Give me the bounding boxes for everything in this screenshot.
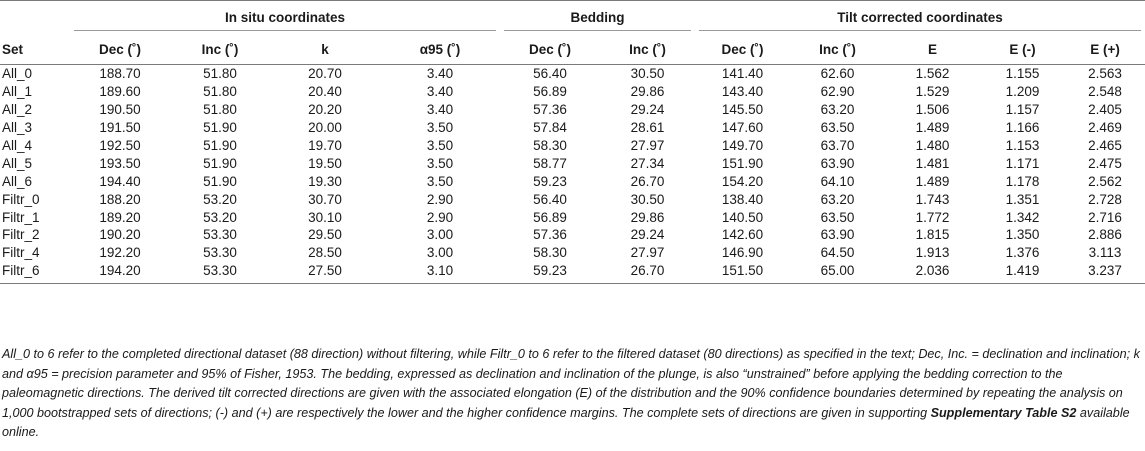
col-header-inc-tilt: Inc (˚): [790, 34, 885, 65]
value-cell: 3.40: [426, 102, 454, 118]
value-cell: 59.23: [500, 262, 600, 283]
value-cell: 62.90: [820, 84, 855, 100]
value-cell: 51.90: [203, 138, 237, 153]
value-cell: 53.20: [203, 191, 237, 207]
value-cell: 2.886: [1088, 227, 1122, 243]
value-cell: 63.90: [820, 155, 855, 171]
col-header-dec-in-situ: Dec (˚): [70, 34, 170, 65]
table-row: [0, 101, 1145, 119]
value-cell: 3.113: [1088, 245, 1122, 261]
value-cell: 2.548: [1088, 84, 1122, 100]
table-row: [0, 262, 1145, 283]
value-cell: 64.10: [820, 173, 855, 189]
value-cell: 188.70: [99, 66, 141, 82]
set-cell: Filtr_0: [2, 191, 40, 207]
set-cell: Filtr_2: [2, 227, 40, 243]
value-cell: 30.70: [308, 191, 342, 207]
value-cell: 189.20: [99, 209, 141, 225]
value-cell: 2.90: [426, 209, 454, 225]
value-cell: 1.913: [915, 245, 950, 261]
value-cell: 194.40: [99, 173, 141, 189]
set-cell: All_5: [2, 155, 33, 171]
col-header-e: E: [885, 34, 980, 65]
value-cell: 2.562: [1088, 173, 1122, 189]
value-cell: 30.50: [630, 191, 665, 207]
col-header-inc-bedding: Inc (˚): [600, 34, 695, 65]
value-cell: 1.376: [1005, 245, 1040, 261]
col-header-inc-in-situ: Inc (˚): [170, 34, 270, 65]
value-cell: 29.86: [630, 84, 665, 100]
value-cell: 2.469: [1088, 120, 1122, 136]
set-cell: All_3: [2, 120, 33, 136]
value-cell: 29.24: [630, 227, 665, 243]
value-cell: 62.60: [820, 66, 855, 82]
value-cell: 53.20: [203, 209, 237, 225]
set-cell: Filtr_6: [0, 262, 70, 283]
col-header-a95: α95 (˚): [380, 34, 500, 65]
value-cell: 3.40: [426, 66, 454, 82]
value-cell: 63.20: [820, 191, 855, 207]
value-cell: 3.50: [426, 120, 454, 136]
value-cell: 51.90: [203, 120, 237, 136]
value-cell: 1.529: [915, 84, 950, 100]
value-cell: 141.40: [721, 66, 764, 82]
table-row: [0, 119, 1145, 137]
supplementary-table-link-text: Supplementary Table S2: [930, 405, 1077, 420]
value-cell: 53.30: [170, 262, 270, 283]
value-cell: 27.97: [630, 245, 665, 261]
value-cell: 2.716: [1088, 209, 1122, 225]
value-cell: 2.405: [1088, 102, 1122, 118]
value-cell: 1.157: [1005, 102, 1040, 118]
group-in-situ: In situ coordinates: [70, 6, 500, 34]
value-cell: 189.60: [99, 84, 141, 100]
value-cell: 29.50: [308, 227, 342, 243]
value-cell: 3.50: [426, 155, 454, 171]
value-cell: 3.40: [426, 84, 454, 100]
value-cell: 3.00: [426, 245, 454, 261]
value-cell: 192.20: [99, 245, 141, 261]
group-header-row: [0, 6, 1145, 34]
value-cell: 53.30: [203, 227, 237, 243]
set-cell: Filtr_4: [2, 245, 40, 261]
col-header-dec-bedding: Dec (˚): [500, 34, 600, 65]
col-header-e-minus: E (-): [980, 34, 1065, 65]
value-cell: 63.70: [820, 138, 855, 153]
value-cell: 1.743: [915, 191, 950, 207]
value-cell: 57.84: [533, 120, 567, 136]
value-cell: 1.772: [915, 209, 950, 225]
value-cell: 63.20: [820, 102, 855, 118]
value-cell: 19.30: [308, 173, 342, 189]
value-cell: 2.475: [1088, 155, 1122, 171]
group-bedding: Bedding: [500, 6, 695, 34]
value-cell: 51.80: [203, 84, 237, 100]
value-cell: 142.60: [721, 227, 764, 243]
value-cell: 29.24: [630, 102, 665, 118]
table-row: [0, 65, 1145, 83]
value-cell: 20.40: [308, 84, 342, 100]
value-cell: 191.50: [99, 120, 141, 136]
value-cell: 56.89: [533, 209, 567, 225]
value-cell: 2.036: [885, 262, 980, 283]
table-footnote: [2, 345, 1142, 443]
value-cell: 51.80: [203, 66, 237, 82]
value-cell: 19.70: [308, 138, 342, 153]
group-tilt-corrected: Tilt corrected coordinates: [695, 6, 1145, 34]
value-cell: 20.00: [308, 120, 342, 136]
value-cell: 59.23: [533, 173, 567, 189]
value-cell: 63.90: [820, 227, 855, 243]
footnote-text: All_0 to 6 refer to the completed directional dataset (88 direction) without filtering, while Filtr_0 to 6 refer to the filtered dataset (80 directions) as specified in the text; Dec, Inc. = declination and inclination; k and α95 = precision parameter and 95% of Fisher, 1953. The bedding, expressed as declination and inclination of the plunge, is also “unstrained” before applying the bedding correction to the paleomagnetic directions. The derived tilt corrected directions are given with the associated elongation (E) of the distribution and the 90% confidence boundaries determined by repeating the analysis on 1,000 bootstrapped sets of directions; (-) and (+) are respectively the lower and the higher confidence margins. The complete sets of directions are given in supporting: [2, 347, 1140, 420]
value-cell: 151.50: [695, 262, 790, 283]
value-cell: 190.20: [99, 227, 141, 243]
col-header-dec-tilt: Dec (˚): [695, 34, 790, 65]
value-cell: 192.50: [99, 138, 141, 153]
value-cell: 56.40: [533, 66, 567, 82]
value-cell: 1.489: [915, 173, 950, 189]
value-cell: 2.728: [1088, 191, 1122, 207]
table-row: [0, 172, 1145, 190]
value-cell: 188.20: [99, 191, 141, 207]
table-row: [0, 244, 1145, 262]
value-cell: 63.50: [820, 209, 855, 225]
set-cell: All_2: [2, 102, 33, 118]
value-cell: 1.815: [915, 227, 950, 243]
col-header-set: Set: [0, 34, 70, 65]
value-cell: 30.50: [630, 66, 665, 82]
col-header-k: k: [270, 34, 380, 65]
value-cell: 28.61: [630, 120, 665, 136]
value-cell: 20.70: [308, 66, 342, 82]
value-cell: 1.178: [1005, 173, 1040, 189]
value-cell: 51.90: [203, 173, 237, 189]
top-rule: [0, 0, 1145, 1]
value-cell: 3.10: [380, 262, 500, 283]
table-row: [0, 190, 1145, 208]
value-cell: 20.20: [308, 102, 342, 118]
value-cell: 1.480: [915, 138, 950, 153]
value-cell: 194.20: [70, 262, 170, 283]
table-row: [0, 154, 1145, 172]
value-cell: 2.90: [426, 191, 454, 207]
set-cell: All_0: [2, 66, 33, 82]
value-cell: 1.166: [1005, 120, 1040, 136]
value-cell: 193.50: [99, 155, 141, 171]
value-cell: 19.50: [308, 155, 342, 171]
table-row: [0, 83, 1145, 101]
value-cell: 143.40: [721, 84, 764, 100]
table-row: [0, 208, 1145, 226]
value-cell: 2.465: [1088, 138, 1122, 153]
value-cell: 1.419: [980, 262, 1065, 283]
value-cell: 29.86: [630, 209, 665, 225]
table-row: [0, 226, 1145, 244]
set-cell: All_1: [2, 84, 33, 100]
value-cell: 27.50: [270, 262, 380, 283]
value-cell: 3.00: [426, 227, 454, 243]
set-cell: All_4: [2, 138, 33, 153]
set-cell: All_6: [2, 173, 33, 189]
value-cell: 58.30: [533, 245, 567, 261]
value-cell: 28.50: [308, 245, 342, 261]
value-cell: 1.489: [915, 120, 950, 136]
value-cell: 2.563: [1088, 66, 1122, 82]
value-cell: 1.209: [1005, 84, 1040, 100]
value-cell: 53.30: [203, 245, 237, 261]
value-cell: 30.10: [308, 209, 342, 225]
value-cell: 1.506: [915, 102, 950, 118]
value-cell: 57.36: [533, 227, 567, 243]
value-cell: 1.342: [1005, 209, 1040, 225]
value-cell: 138.40: [721, 191, 764, 207]
value-cell: 1.350: [1005, 227, 1040, 243]
set-cell: Filtr_1: [2, 209, 40, 225]
col-header-e-plus: E (+): [1065, 34, 1145, 65]
value-cell: 58.77: [533, 155, 567, 171]
value-cell: 1.351: [1005, 191, 1040, 207]
value-cell: 27.34: [630, 155, 665, 171]
value-cell: 51.90: [203, 155, 237, 171]
value-cell: 3.50: [426, 138, 454, 153]
value-cell: 147.60: [721, 120, 764, 136]
value-cell: 27.97: [630, 138, 665, 153]
group-spacer: [0, 6, 70, 34]
value-cell: 149.70: [721, 138, 764, 153]
value-cell: 63.50: [820, 120, 855, 136]
footnote-tail: available online.: [2, 405, 1130, 440]
value-cell: 65.00: [790, 262, 885, 283]
value-cell: 1.155: [1005, 66, 1040, 82]
value-cell: 64.50: [820, 245, 855, 261]
value-cell: 56.40: [533, 191, 567, 207]
table-row: [0, 137, 1145, 155]
value-cell: 151.90: [721, 155, 764, 171]
value-cell: 1.562: [915, 66, 950, 82]
value-cell: 51.80: [203, 102, 237, 118]
value-cell: 26.70: [600, 262, 695, 283]
column-header-row: [0, 34, 1145, 65]
value-cell: 154.20: [721, 173, 764, 189]
value-cell: 146.90: [721, 245, 764, 261]
table-body: [0, 65, 1145, 284]
value-cell: 145.50: [721, 102, 764, 118]
value-cell: 1.481: [915, 155, 950, 171]
value-cell: 1.153: [1005, 138, 1040, 153]
value-cell: 3.237: [1065, 262, 1145, 283]
value-cell: 140.50: [721, 209, 764, 225]
value-cell: 1.171: [1005, 155, 1040, 171]
value-cell: 58.30: [533, 138, 567, 153]
paleomagnetic-table: [0, 6, 1145, 284]
value-cell: 26.70: [630, 173, 665, 189]
value-cell: 3.50: [426, 173, 454, 189]
value-cell: 57.36: [533, 102, 567, 118]
value-cell: 190.50: [99, 102, 141, 118]
value-cell: 56.89: [533, 84, 567, 100]
